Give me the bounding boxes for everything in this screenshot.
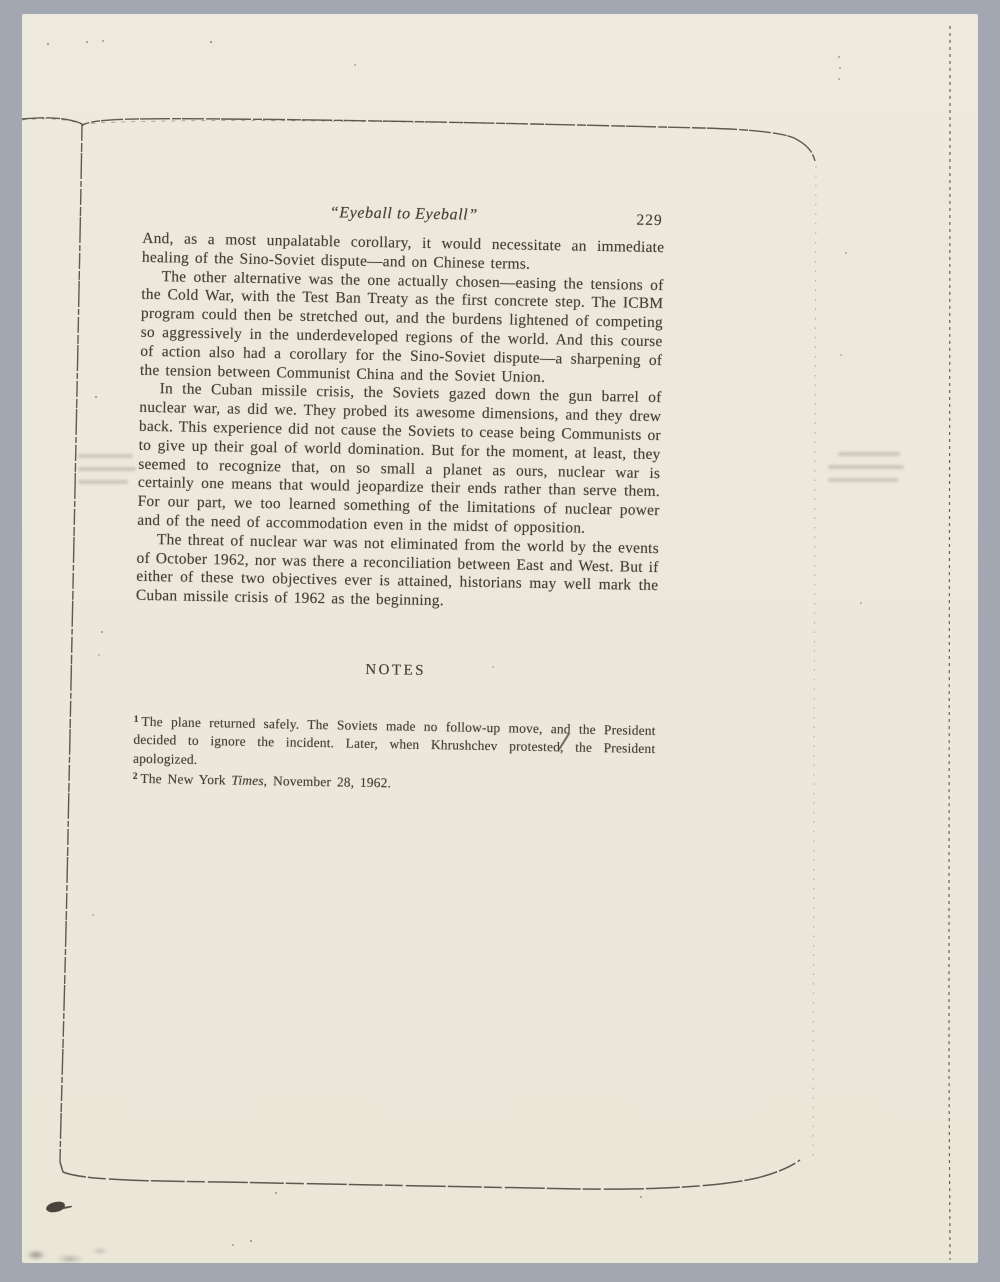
paragraph: The other alternative was the one actually chosen—easing the tensions of the Cold War, with the Test Ban Treaty as the first concrete step. The ICBM program could then be stretched out, and the burdens lightened of competing so aggressively in the underdeveloped regions of the world. And this course of action also had a corollary for the Sino-Soviet dispute—a sharpening of the tension between Communist China and the Soviet Union. (139, 267, 664, 386)
bleedthrough-smudge-left (78, 454, 138, 493)
smudge-line (78, 454, 133, 458)
footnote-marker: 1 (133, 714, 139, 725)
paragraph: The threat of nuclear war was not eliminated from the world by the events of October 1962, nor was there a reconciliation between East and West. But if either of these two objectives ever is attained, historians may well mark the Cuban missile crisis of 1962 as the beginning. (135, 530, 660, 610)
footnotes (133, 711, 656, 798)
smudge-line (78, 467, 136, 471)
footnote-marker: 2 (132, 771, 138, 782)
chapter-title: “Eyeball to Eyeball” (329, 204, 478, 224)
bleedthrough-smudge-right (828, 452, 906, 491)
smudge-line (828, 465, 904, 469)
scanned-page (22, 14, 978, 1263)
page-number: 229 (636, 211, 663, 230)
paragraph: In the Cuban missile crisis, the Soviets gazed down the gun barrel of nuclear war, as did we. They probed its awesome dimensions, and they drew back. This experience did not cause the Soviets to cease being Communists or to give up their goal of world domination. But for the moment, at least, they seemed to recognize that, on so small a planet as ours, nuclear war is certainly one means that would jeopardize their ends rather than serve them. For our part, we too learned something of the limitations of nuclear power and of the need of accommodation even in the midst of opposition. (137, 380, 662, 537)
notes-heading: NOTES (365, 661, 427, 679)
footnote-text: The New York (140, 771, 232, 788)
smudge-line (78, 480, 128, 484)
smudge-line (838, 452, 900, 456)
footnote (133, 711, 656, 778)
footnote-text: , November 28, 1962. (263, 773, 392, 791)
smudge-line (828, 478, 898, 482)
footnote-text: The plane returned safely. The Soviets made no follow-up move, and the President decided to ignore the incident. Later, when Khrushchev protested, the President apologized. (132, 713, 656, 767)
body-text (136, 230, 665, 615)
page-content (133, 201, 665, 798)
toner-specks (22, 14, 24, 16)
bottom-corner-smudge (22, 1239, 120, 1265)
paragraph: And, as a most unpalatable corollary, it would necessitate an immediate healing of the Sino-Soviet dispute—and on Chinese terms. (141, 229, 665, 273)
footnote-text-italic: Times (231, 772, 264, 789)
